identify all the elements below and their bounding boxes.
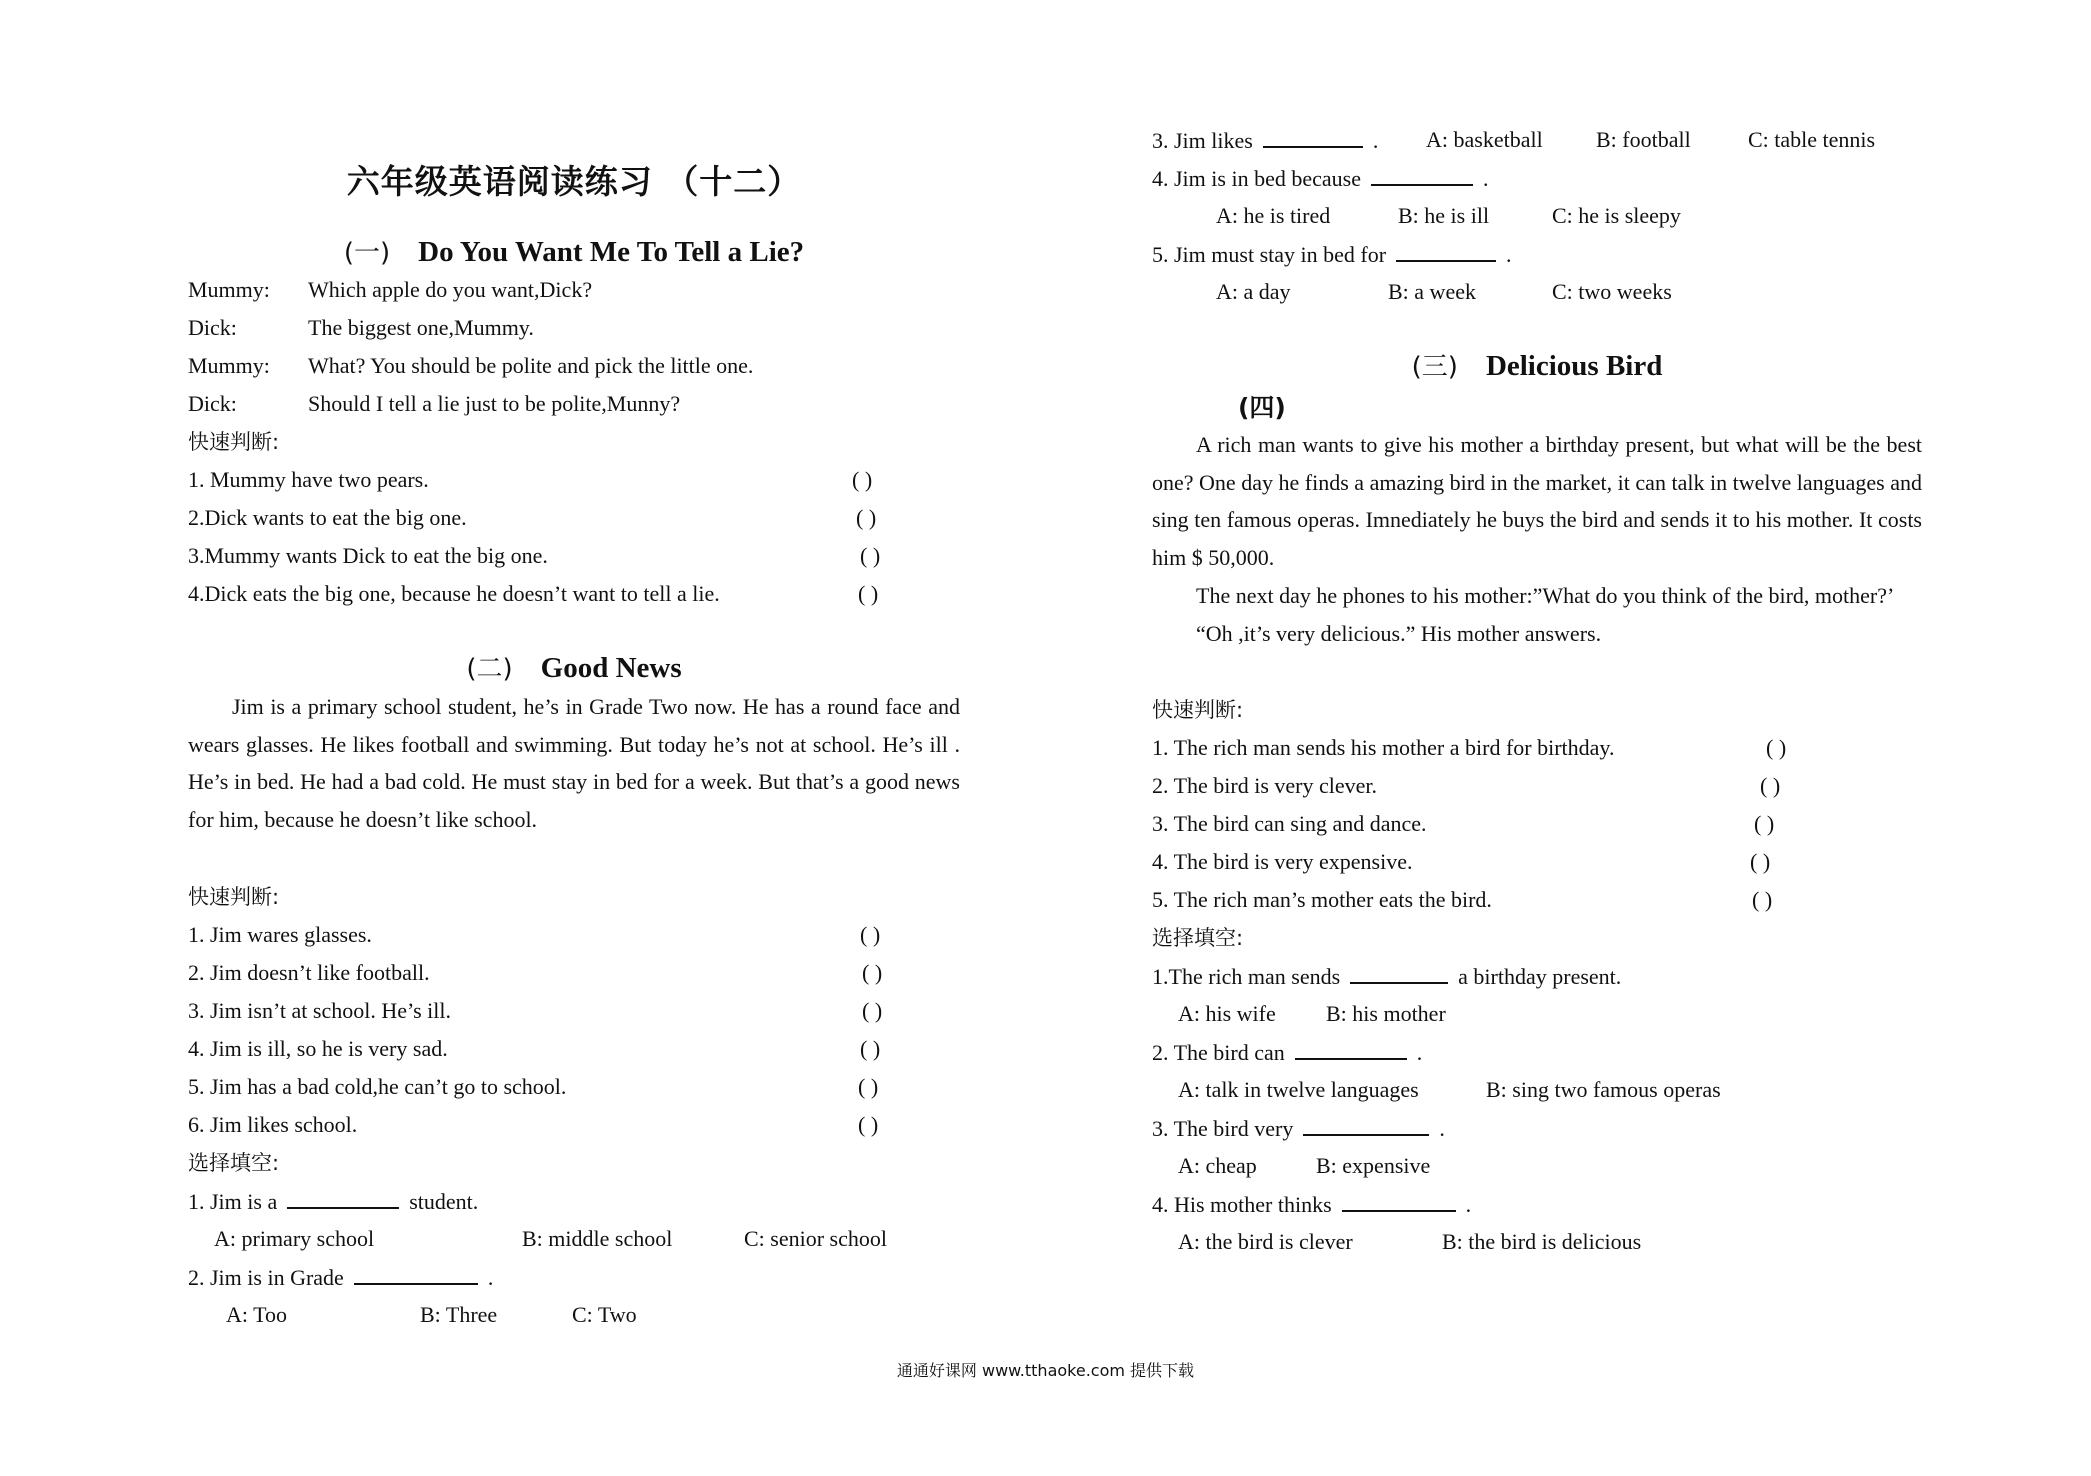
choice-question: 4. Jim is in bed because . <box>1152 166 1489 191</box>
judge-item: 2. The bird is very clever. ( ) <box>1152 773 1781 798</box>
choice-question: 2. The bird can . <box>1152 1040 1423 1065</box>
answer-paren[interactable]: ( ) <box>1750 849 1771 874</box>
section-3-number: (三) <box>1411 352 1458 382</box>
answer-blank[interactable] <box>1396 240 1496 262</box>
judge-label: 快速判断: <box>188 430 280 454</box>
judge-item: 3.Mummy wants Dick to eat the big one. ( ) <box>188 543 881 568</box>
section-2-heading <box>188 648 960 685</box>
judge-item: 2.Dick wants to eat the big one. ( ) <box>188 505 877 530</box>
choice-label: 选择填空: <box>1152 926 1244 950</box>
answer-paren[interactable]: ( ) <box>860 543 881 568</box>
answer-paren[interactable]: ( ) <box>858 1112 879 1137</box>
choice-question: 4. His mother thinks . <box>1152 1192 1472 1217</box>
page-title: 六年级英语阅读练习 （十二） <box>346 162 802 201</box>
judge-item: 1. Mummy have two pears. ( ) <box>188 467 873 492</box>
answer-blank[interactable] <box>1295 1038 1407 1060</box>
choice-question: 2. Jim is in Grade . <box>188 1265 494 1290</box>
judge-item: 6. Jim likes school. ( ) <box>188 1112 879 1137</box>
answer-paren[interactable]: ( ) <box>862 960 883 985</box>
judge-item: 3. Jim isn’t at school. He’s ill. ( ) <box>188 998 883 1023</box>
judge-item: 1. The rich man sends his mother a bird for birthday. ( ) <box>1152 735 1787 760</box>
judge-item: 5. The rich man’s mother eats the bird. ( ) <box>1152 887 1773 912</box>
dialogue-line: Dick: Should I tell a lie just to be polite,Munny? <box>188 391 681 416</box>
dialogue-line: Mummy: Which apple do you want,Dick? <box>188 277 593 302</box>
section-1-number: (一) <box>343 238 391 268</box>
answer-paren[interactable]: ( ) <box>1760 773 1781 798</box>
answer-blank[interactable] <box>1350 962 1448 984</box>
judge-item: 1. Jim wares glasses. ( ) <box>188 922 881 947</box>
page-footer: 通通好课网 www.tthaoke.com 提供下载 <box>896 1361 1195 1380</box>
judge-label: 快速判断: <box>1152 698 1244 722</box>
judge-label: 快速判断: <box>188 885 280 909</box>
section-4-label: (四) <box>1238 393 1286 422</box>
answer-blank[interactable] <box>354 1263 478 1285</box>
judge-item: 3. The bird can sing and dance. ( ) <box>1152 811 1775 836</box>
section-3-heading <box>1152 346 1922 383</box>
judge-item: 4. Jim is ill, so he is very sad. ( ) <box>188 1036 881 1061</box>
answer-blank[interactable] <box>287 1187 399 1209</box>
judge-item: 2. Jim doesn’t like football. ( ) <box>188 960 883 985</box>
answer-paren[interactable]: ( ) <box>860 922 881 947</box>
choice-question: 3. The bird very . <box>1152 1116 1445 1141</box>
answer-paren[interactable]: ( ) <box>1766 735 1787 760</box>
answer-paren[interactable]: ( ) <box>858 581 879 606</box>
choice-question: 1.The rich man sends a birthday present. <box>1152 964 1622 989</box>
choice-question: 5. Jim must stay in bed for . <box>1152 242 1512 267</box>
section-2-passage: Jim is a primary school student, he’s in Grade Two now. He has a round face and wears glasses. He likes football and swimming. But today he’s not at school. He’s ill . He’s in bed. He had a bad cold. He must stay in bed for a week. But that’s a good news for him, because he doesn’t like school. <box>188 694 960 833</box>
dialogue-line: Dick: The biggest one,Mummy. <box>188 315 534 340</box>
judge-item: 5. Jim has a bad cold,he can’t go to school. ( ) <box>188 1074 879 1099</box>
section-1-heading <box>188 232 960 269</box>
answer-paren[interactable]: ( ) <box>860 1036 881 1061</box>
answer-paren[interactable]: ( ) <box>856 505 877 530</box>
answer-paren[interactable]: ( ) <box>858 1074 879 1099</box>
section-1-title: Do You Want Me To Tell a Lie? <box>418 236 805 268</box>
dialogue-line: Mummy: What? You should be polite and pick the little one. <box>188 353 754 378</box>
answer-paren[interactable]: ( ) <box>1754 811 1775 836</box>
answer-blank[interactable] <box>1342 1190 1456 1212</box>
judge-item: 4.Dick eats the big one, because he doesn’t want to tell a lie. ( ) <box>188 581 879 606</box>
answer-paren[interactable]: ( ) <box>862 998 883 1023</box>
section-2-title: Good News <box>540 652 682 684</box>
choice-question: 3. Jim likes . A: basketball B: football C: table tennis <box>1152 127 1876 153</box>
section-2-number: (二) <box>466 654 513 684</box>
answer-paren[interactable]: ( ) <box>852 467 873 492</box>
answer-paren[interactable]: ( ) <box>1752 887 1773 912</box>
section-3-passage: A rich man wants to give his mother a birthday present, but what will be the best one? One day he finds a amazing bird in the market, it can talk in twelve languages and sing ten famous operas. Imnediately he buys the bird and sends it to his mother. It costs him $ 50,000. The next day he phones to his mother:”What do you think of the bird, mother?’ “Oh ,it’s very delicious.” His mother answers. <box>1152 432 1922 646</box>
answer-blank[interactable] <box>1303 1114 1429 1136</box>
answer-blank[interactable] <box>1263 126 1363 148</box>
judge-item: 4. The bird is very expensive. ( ) <box>1152 849 1771 874</box>
section-3-title: Delicious Bird <box>1485 350 1663 382</box>
choice-label: 选择填空: <box>188 1151 280 1175</box>
choice-question: 1. Jim is a student. <box>188 1189 479 1214</box>
answer-blank[interactable] <box>1371 164 1473 186</box>
